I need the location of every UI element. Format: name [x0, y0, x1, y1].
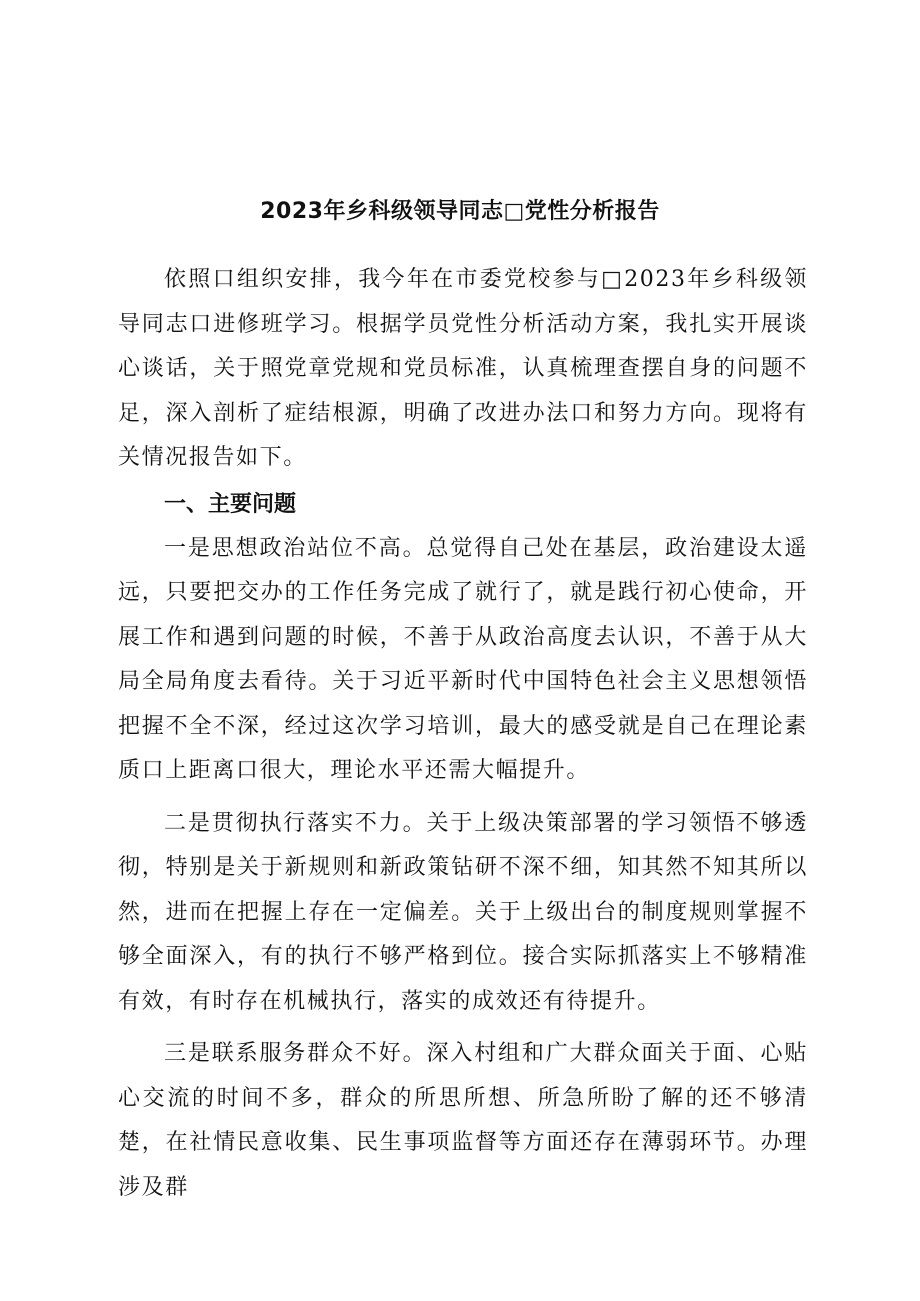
- paragraph-problem-1: 一是思想政治站位不高。总觉得自己处在基层，政治建设太遥远，只要把交办的工作任务完成了就行了，就是践行初心使命，开展工作和遇到问题的时候，不善于从政治高度去认识，不善于从大局全局角度去看待。关于习近平新时代中国特色社会主义思想领悟把握不全不深，经过这次学习培训，最大的感受就是自己在理论素质口上距离口很大，理论水平还需大幅提升。: [118, 535, 808, 783]
- section-heading: 一、主要问题: [164, 491, 297, 517]
- paragraph-gap: [118, 1024, 808, 1032]
- paragraph-problem-3: 三是联系服务群众不好。深入村组和广大群众面关于面、心贴心交流的时间不多，群众的所思所想、所急所盼了解的还不够清楚，在社情民意收集、民生事项监督等方面还存在薄弱环节。办理涉及群: [118, 1041, 808, 1200]
- paragraph-gap: [118, 794, 808, 802]
- intro-paragraph: 依照口组织安排，我今年在市委党校参与□2023年乡科级领导同志口进修班学习。根据学员党性分析活动方案，我扎实开展谈心谈话，关于照党章党规和党员标准，认真梳理查摆自身的问题不足，深入剖析了症结根源，明确了改进办法口和努力方向。现将有关情况报告如下。: [118, 267, 808, 470]
- document-body: [118, 258, 808, 1210]
- paragraph-problem-2: 二是贯彻执行落实不力。关于上级决策部署的学习领悟不够透彻，特别是关于新规则和新政策钻研不深不细，知其然不知其所以然，进而在把握上存在一定偏差。关于上级出台的制度规则掌握不够全面深入，有的执行不够严格到位。接合实际抓落实上不够精准有效，有时存在机械执行，落实的成效还有待提升。: [118, 810, 808, 1014]
- document-title: 2023年乡科级领导同志□党性分析报告: [260, 199, 660, 224]
